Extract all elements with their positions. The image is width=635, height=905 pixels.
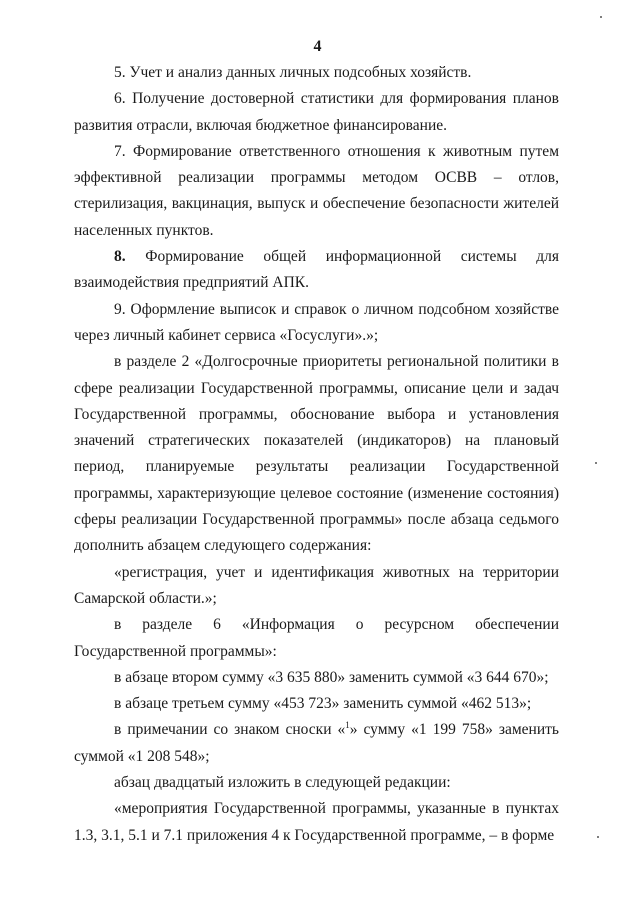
- footnote-text-before: в примечании со знаком сноски «: [114, 721, 346, 739]
- paragraph-measures: «мероприятия Государственной программы, указанные в пунктах 1.3, 3.1, 5.1 и 7.1 приложения 4 к Государственной программе, – в форме: [74, 800, 559, 844]
- paragraph-footnote-sum: [74, 717, 559, 770]
- paragraph-section-2: в разделе 2 «Долгосрочные приоритеты региональной политики в сфере реализации Государственной программы, описание цели и задач Государственной программы, обоснование выбора и установления значений стратегических показателей (индикаторов) на плановый период, планируемые результаты реализации Государственной программы, характеризующие целевое состояние (изменение состояния) сферы реализации Государственной программы» после абзаца седьмого дополнить абзацем следующего содержания:: [74, 353, 559, 555]
- scan-speck: [597, 836, 599, 838]
- page-number: 4: [313, 38, 322, 55]
- paragraph-twentieth: абзац двадцатый изложить в следующей редакции:: [114, 774, 451, 792]
- paragraph-item-9: 9. Оформление выписок и справок о личном подсобном хозяйстве через личный кабинет сервиса «Госуслуги».»;: [74, 300, 559, 344]
- item-8-number: 8.: [114, 248, 126, 266]
- paragraph-second-sum: в абзаце втором сумму «3 635 880» заменить суммой «3 644 670»;: [114, 668, 549, 686]
- paragraph-item-5: 5. Учет и анализ данных личных подсобных хозяйств.: [114, 64, 472, 81]
- footnote-marker: 1: [345, 720, 350, 731]
- document-body: [74, 60, 559, 849]
- paragraph-item-7: 7. Формирование ответственного отношения к животным путем эффективной реализации программы методом ОСВВ – отлов, стерилизация, вакцинация, выпуск и обеспечение безопасности жителей населенных пунктов.: [74, 142, 559, 239]
- paragraph-item-6: 6. Получение достоверной статистики для формирования планов развития отрасли, включая бюджетное финансирование.: [74, 90, 559, 134]
- paragraph-section-6: в разделе 6 «Информация о ресурсном обеспечении Государственной программы»:: [74, 616, 559, 660]
- paragraph-registration: «регистрация, учет и идентификация животных на территории Самарской области.»;: [74, 563, 559, 607]
- item-8-text: Формирование общей информационной системы для взаимодействия предприятий АПК.: [74, 248, 559, 292]
- scan-speck: [595, 462, 597, 464]
- footnote-text-after: » сумму «1 199 758» заменить суммой «1 208 548»;: [74, 721, 559, 765]
- paragraph-item-8: [74, 244, 559, 297]
- scan-speck: [600, 16, 602, 18]
- paragraph-third-sum: в абзаце третьем сумму «453 723» заменить суммой «462 513»;: [114, 695, 532, 713]
